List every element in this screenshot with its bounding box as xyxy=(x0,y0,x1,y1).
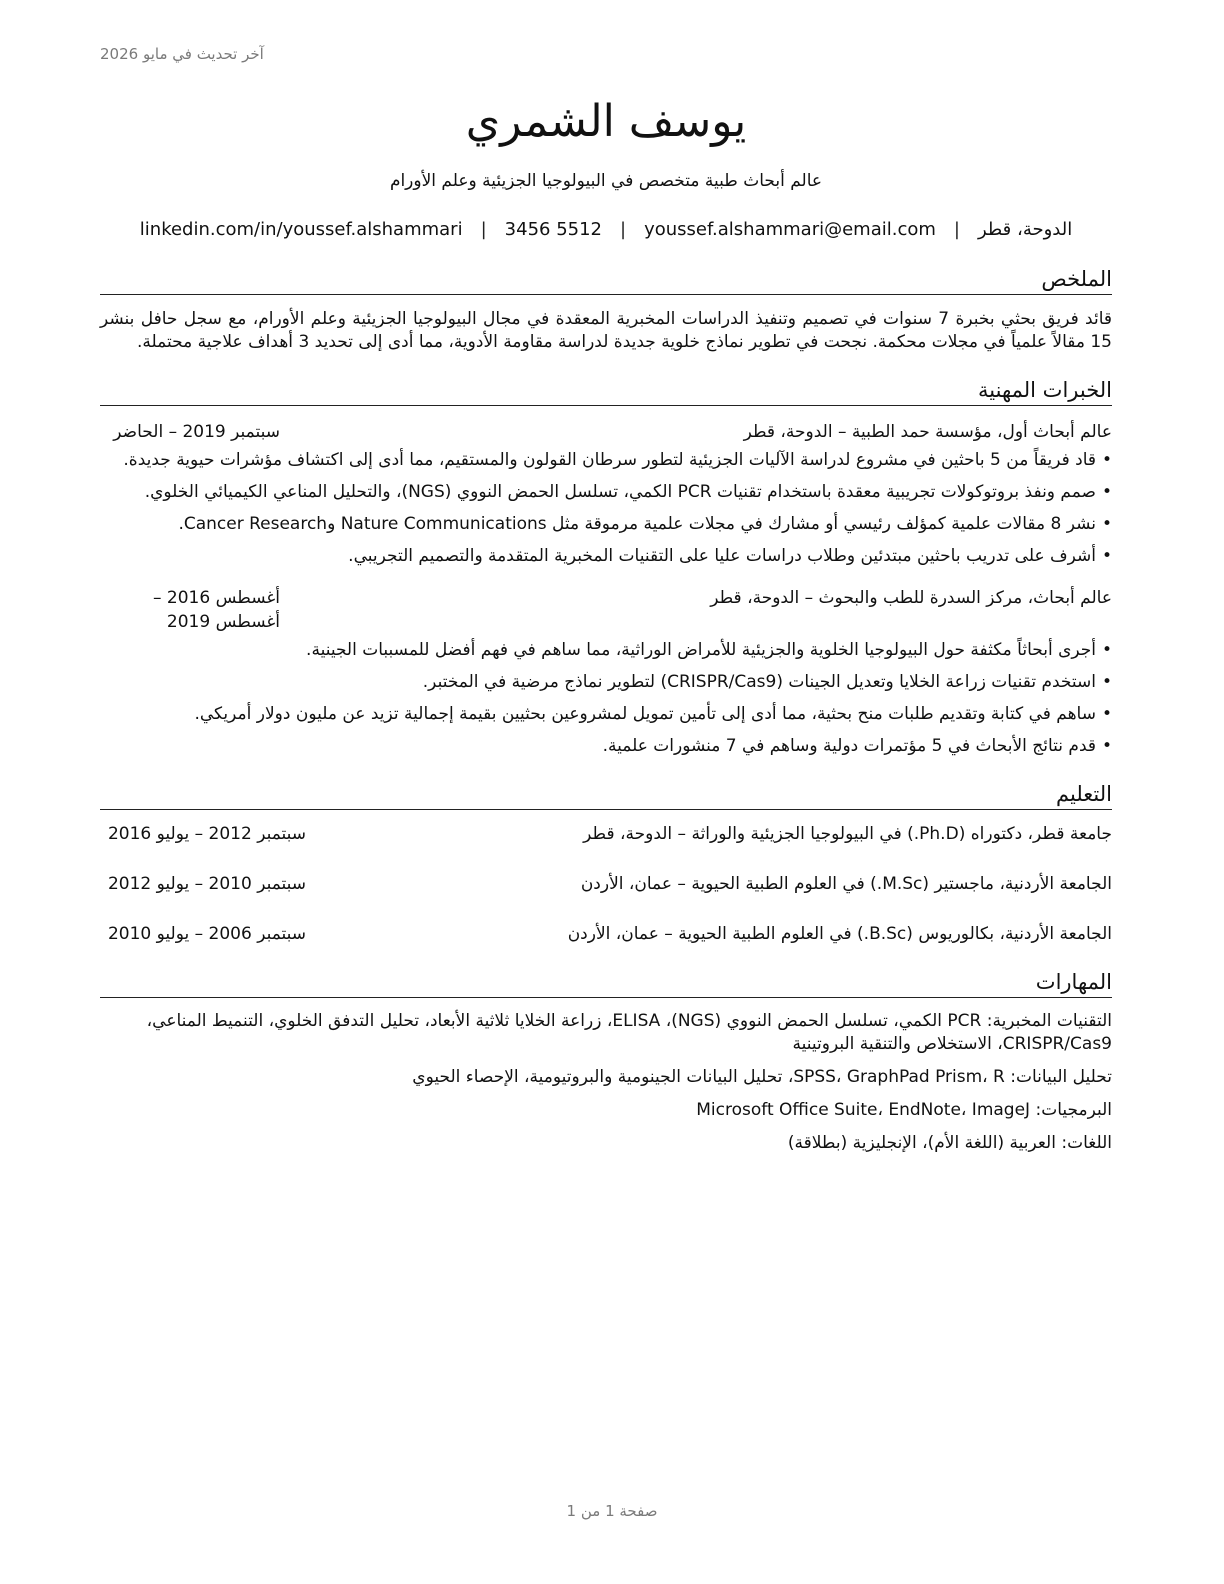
contact-location: الدوحة، قطر xyxy=(977,219,1073,240)
education-item xyxy=(100,922,1112,946)
skill-line: اللغات: العربية (اللغة الأم)، الإنجليزية (بطلاقة) xyxy=(787,1133,1112,1153)
skill-line: البرمجيات: Microsoft Office Suite، EndNote، ImageJ xyxy=(696,1100,1112,1120)
education-item xyxy=(100,872,1112,896)
contact-email[interactable]: youssef.alshammari@email.com xyxy=(644,219,936,240)
job-bullet: • قاد فريقاً من 5 باحثين في مشروع لدراسة الآليات الجزيئية لتطور سرطان القولون والمستقيم، مما أدى إلى اكتشاف مؤشرات حيوية جديدة. xyxy=(100,449,1112,472)
job-header xyxy=(100,420,1112,444)
contact-separator: | xyxy=(953,219,960,240)
section-title-education: التعليم xyxy=(100,780,1112,810)
contact-line xyxy=(100,217,1112,243)
last-updated: آخر تحديث في مايو 2026 xyxy=(100,45,264,63)
section-title-experience: الخبرات المهنية xyxy=(100,376,1112,406)
job-bullet: • أشرف على تدريب باحثين مبتدئين وطلاب دراسات عليا على التقنيات المخبرية المتقدمة والتصميم التجريبي. xyxy=(100,545,1112,568)
job-entry xyxy=(100,586,1112,758)
job-bullet: • صمم ونفذ بروتوكولات تجريبية معقدة باستخدام تقنيات PCR الكمي، تسلسل الحمض النووي (NGS)، والتحليل المناعي الكيميائي الخلوي. xyxy=(100,481,1112,504)
job-title: عالم أبحاث، مركز السدرة للطب والبحوث – الدوحة، قطر xyxy=(710,588,1112,608)
education-date: سبتمبر 2006 – يوليو 2010 xyxy=(107,924,307,944)
job-bullet: • ساهم في كتابة وتقديم طلبات منح بحثية، مما أدى إلى تأمين تمويل لمشروعين بحثيين بقيمة إجمالية تزيد عن مليون دولار أمريكي. xyxy=(100,703,1112,726)
job-bullet: • قدم نتائج الأبحاث في 5 مؤتمرات دولية وساهم في 7 منشورات علمية. xyxy=(100,735,1112,758)
contact-linkedin[interactable]: linkedin.com/in/youssef.alshammari xyxy=(139,219,463,240)
candidate-name: يوسف الشمري xyxy=(465,96,747,147)
summary-text: قائد فريق بحثي بخبرة 7 سنوات في تصميم وتنفيذ الدراسات المخبرية المعقدة في مجال البيولوجيا الجزيئية وعلم الأورام، مع سجل حافل بنشر 15 مقالاً علمياً في مجلات محكمة. نجحت في تطوير نماذج خلوية جديدة لدراسة مقاومة الأدوية، مما أدى إلى تحديد 3 أهداف علاجية محتملة. xyxy=(100,309,1112,352)
education-list xyxy=(100,822,1112,946)
job-entry xyxy=(100,420,1112,568)
job-header xyxy=(100,586,1112,634)
skill-line: تحليل البيانات: SPSS، GraphPad Prism، R، تحليل البيانات الجينومية والبروتيومية، الإحصاء الحيوي xyxy=(412,1067,1112,1087)
skill-line: التقنيات المخبرية: PCR الكمي، تسلسل الحمض النووي (NGS)، ELISA، زراعة الخلايا ثلاثية الأبعاد، تحليل التدفق الخلوي، التنميط المناعي، CRISPR/Cas9، الاستخلاص والتنقية البروتينية xyxy=(146,1011,1112,1054)
job-date: سبتمبر 2019 – الحاضر xyxy=(113,422,280,442)
education-date: سبتمبر 2010 – يوليو 2012 xyxy=(107,874,307,894)
candidate-subtitle: عالم أبحاث طبية متخصص في البيولوجيا الجزيئية وعلم الأورام xyxy=(389,171,823,191)
job-date: أغسطس 2016 – أغسطس 2019 xyxy=(153,588,280,632)
resume-document xyxy=(100,90,1112,1155)
contact-phone: 3456 5512 xyxy=(504,219,603,240)
job-bullet: • أجرى أبحاثاً مكثفة حول البيولوجيا الخلوية والجزيئية للأمراض الوراثية، مما ساهم في فهم أفضل للمسببات الجينية. xyxy=(100,639,1112,662)
page-number: صفحة 1 من 1 xyxy=(566,1502,658,1520)
job-bullets xyxy=(100,449,1112,568)
section-title-summary: الملخص xyxy=(100,265,1112,295)
education-degree: الجامعة الأردنية، ماجستير (M.Sc.) في العلوم الطبية الحيوية – عمان، الأردن xyxy=(580,874,1112,894)
contact-separator: | xyxy=(620,219,627,240)
education-date: سبتمبر 2012 – يوليو 2016 xyxy=(107,824,307,844)
education-degree: الجامعة الأردنية، بكالوريوس (B.Sc.) في العلوم الطبية الحيوية – عمان، الأردن xyxy=(567,924,1112,944)
education-item xyxy=(100,822,1112,846)
job-title: عالم أبحاث أول، مؤسسة حمد الطبية – الدوحة، قطر xyxy=(743,422,1112,442)
contact-separator: | xyxy=(480,219,487,240)
job-bullet: • نشر 8 مقالات علمية كمؤلف رئيسي أو مشارك في مجلات علمية مرموقة مثل Nature Communications وCancer Research. xyxy=(100,513,1112,536)
job-bullets xyxy=(100,639,1112,758)
education-degree: جامعة قطر، دكتوراه (Ph.D.) في البيولوجيا الجزيئية والوراثة – الدوحة، قطر xyxy=(583,824,1112,844)
job-bullet: • استخدم تقنيات زراعة الخلايا وتعديل الجينات (CRISPR/Cas9) لتطوير نماذج مرضية في المختبر. xyxy=(100,671,1112,694)
skills-list xyxy=(100,1010,1112,1155)
section-title-skills: المهارات xyxy=(100,968,1112,998)
